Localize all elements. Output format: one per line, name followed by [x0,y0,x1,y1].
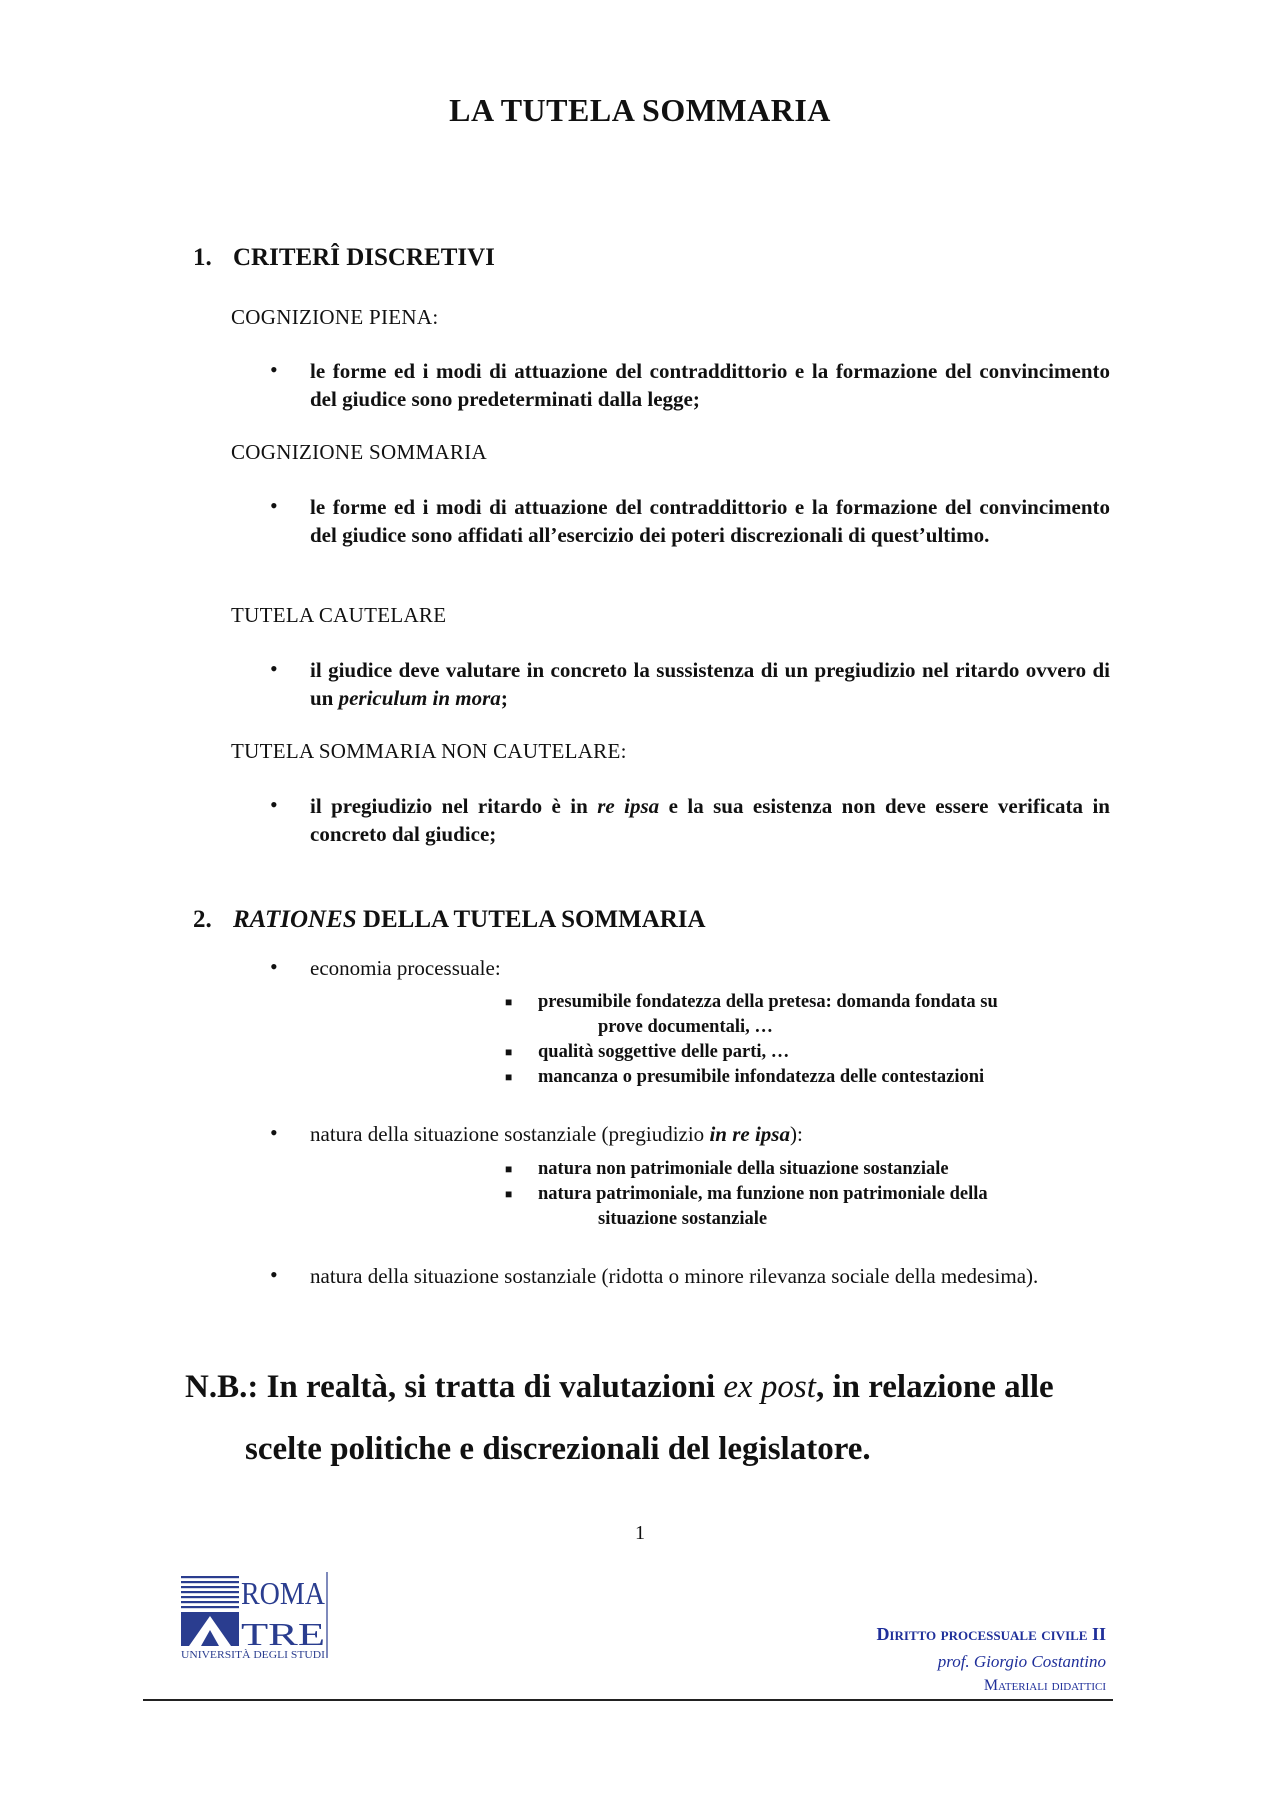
subitem-text: natura patrimoniale, ma funzione non patrimoniale della [538,1184,988,1204]
section-1-title: CRITERÎ DISCRETIVI [233,244,495,271]
nb-text-part: N.B.: In realtà, si tratta di valutazioni [185,1369,724,1405]
page-number: 1 [635,1522,645,1544]
footer-rule [143,1699,1113,1701]
subitem-patrimoniale [538,1182,1106,1232]
subitem-non-patrimoniale: natura non patrimoniale della situazione sostanziale [538,1159,949,1179]
section-2-number: 2. [193,906,212,933]
subitem-mancanza-contestazioni: mancanza o presumibile infondatezza delle contestazioni [538,1067,985,1087]
square-bullet-marker: ■ [505,1162,513,1176]
bullet-marker: • [270,493,278,518]
logo-stripes [181,1576,239,1608]
item-text-part: natura della situazione sostanziale (pregiudizio [310,1122,710,1146]
nb-text-part: , in relazione alle [815,1369,1054,1405]
square-bullet-marker: ■ [505,1070,513,1084]
section-1-number: 1. [193,244,212,271]
label-cognizione-sommaria: COGNIZIONE SOMMARIA [231,440,487,464]
bullet-cognizione-sommaria: le forme ed i modi di attuazione del contraddittorio e la formazione del convincimento del giudice sono affidati all’esercizio dei poteri discrezionali di quest’ultimo. [310,495,1110,547]
section-2-title: DELLA TUTELA SOMMARIA [356,906,706,933]
bullet-marker: • [270,656,278,681]
roma-tre-logo [181,1572,331,1662]
subitem-text: presumibile fondatezza della pretesa: domanda fondata su [538,992,998,1012]
logo-text-universita: UNIVERSITÀ DEGLI STUDI [181,1650,312,1661]
bullet-text-part: il pregiudizio nel ritardo è in [310,794,598,818]
footer-materials: Materiali didattici [983,1677,1106,1694]
subitem-continuation: situazione sostanziale [598,1209,768,1229]
emphasis-ex-post: ex post [723,1369,816,1405]
footer-course-name: Diritto processuale civile II [876,1624,1106,1644]
bullet-text-part: il giudice deve valutare in concreto la sussistenza di un pregiudizio nel ritardo ovvero di un [310,658,1110,710]
logo-emblem [181,1612,239,1646]
bullet-text-part: ; [500,686,508,710]
bullet-cognizione-piena: le forme ed i modi di attuazione del contraddittorio e la formazione del convincimento del giudice sono predeterminati dalla legge; [310,359,1110,411]
section-1-heading [193,244,495,272]
subitem-continuation: prove documentali, … [598,1017,773,1037]
square-bullet-marker: ■ [505,1045,513,1059]
bullet-tutela-cautelare [310,656,1110,712]
emphasis-in-re-ipsa: in re ipsa [709,1122,790,1146]
label-cognizione-piena: COGNIZIONE PIENA: [231,305,439,329]
nb-note-line-2: scelte politiche e discrezionali del legislatore. [245,1431,871,1467]
bullet-marker: • [270,954,278,979]
nb-note-line-1 [185,1369,1054,1406]
bullet-text-part: e la sua esistenza non deve essere verificata in concreto dal giudice; [310,794,1110,846]
label-tutela-sommaria-non-cautelare: TUTELA SOMMARIA NON CAUTELARE: [231,739,627,763]
subitem-presumibile-fondatezza [538,990,1106,1040]
logo-text-tre: TRE [241,1616,325,1652]
item-natura-pregiudizio [310,1120,1110,1148]
bullet-marker: • [270,357,278,382]
logo-text-roma: ROMA [241,1575,325,1611]
item-text-part: ): [789,1122,803,1146]
emphasis-re-ipsa: re ipsa [597,794,660,818]
document-title: LA TUTELA SOMMARIA [449,92,831,128]
section-2-title-emphasis: RATIONES [233,906,357,933]
section-2-heading [193,906,706,934]
square-bullet-marker: ■ [505,995,513,1009]
bullet-tutela-sommaria-non-cautelare [310,792,1110,848]
bullet-marker: • [270,1120,278,1145]
square-bullet-marker: ■ [505,1187,513,1201]
footer-professor: prof. Giorgio Costantino [937,1652,1106,1671]
emphasis-periculum: periculum in mora [338,686,501,710]
item-economia-processuale: economia processuale: [310,956,501,980]
bullet-marker: • [270,1262,278,1287]
item-rilevanza-sociale: natura della situazione sostanziale (ridotta o minore rilevanza sociale della medesima). [310,1264,1039,1288]
subitem-qualita-soggettive: qualità soggettive delle parti, … [538,1042,790,1062]
bullet-marker: • [270,792,278,817]
label-tutela-cautelare: TUTELA CAUTELARE [231,603,447,627]
